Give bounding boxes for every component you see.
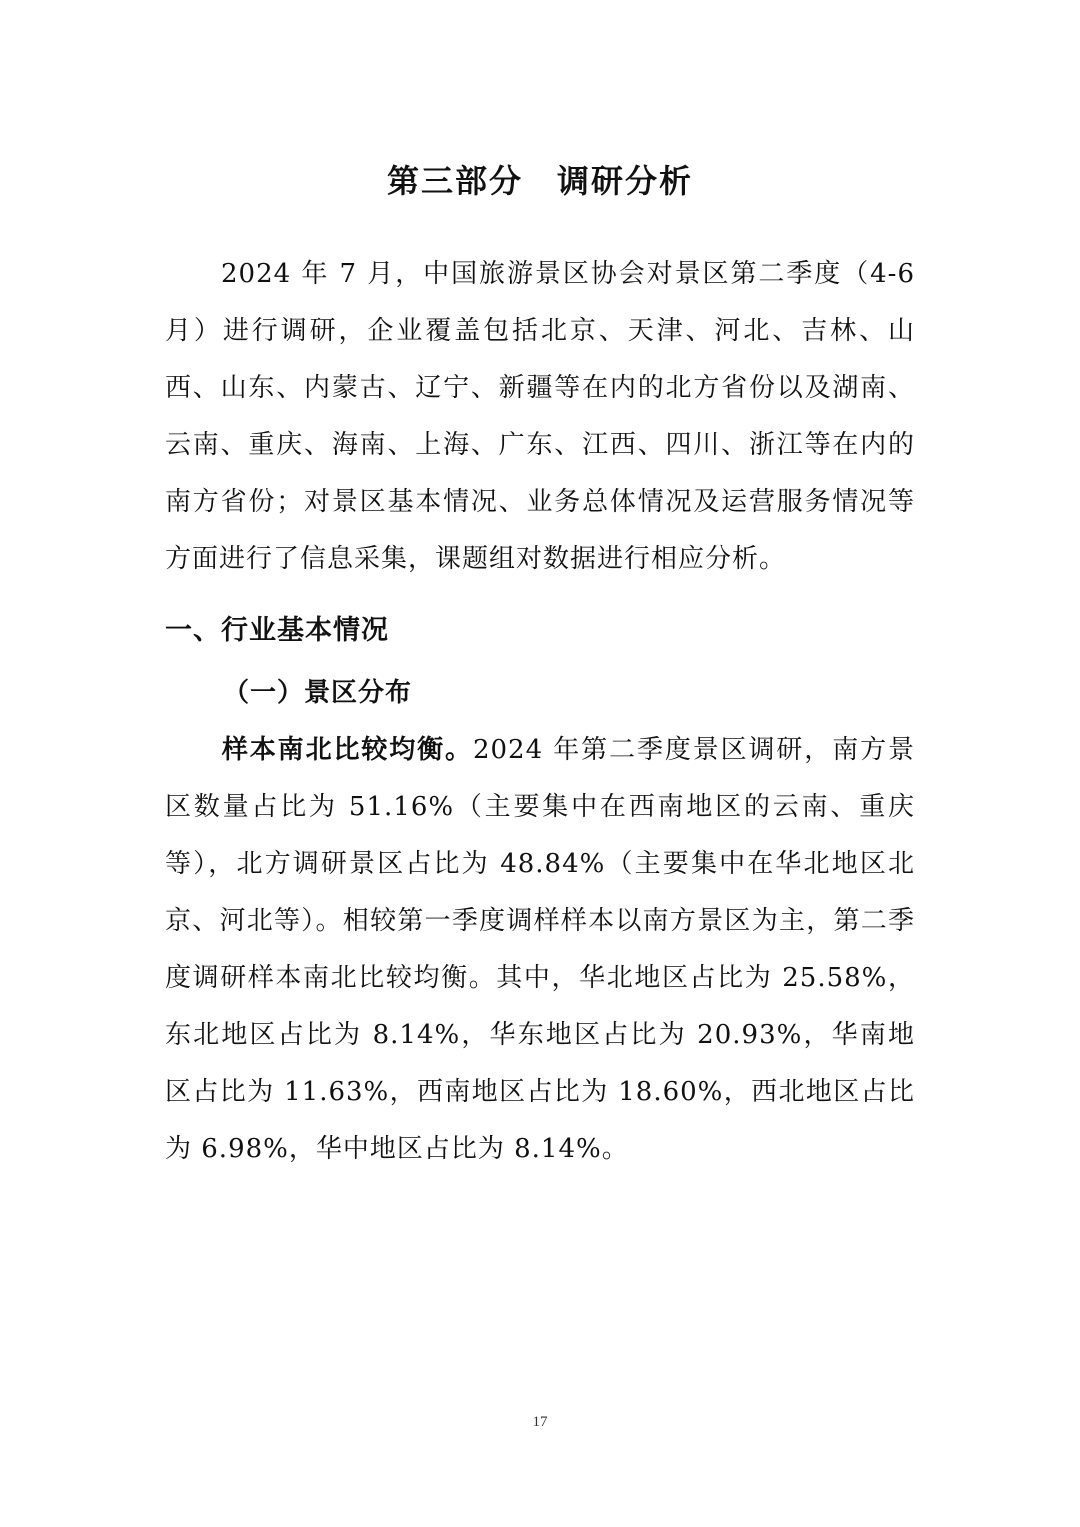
distribution-paragraph-text: 2024 年第二季度景区调研，南方景区数量占比为 51.16%（主要集中在西南地区的云南、重庆等），北方调研景区占比为 48.84%（主要集中在华北地区北京、河北等）。相较第一季度调样样本以南方景区为主，第二季度调研样本南北比较均衡。其中，华北地区占比为 25.58%，东北地区占比为 8.14%，华东地区占比为 20.93%，华南地区占比为 11.63%，西南地区占比为 18.60%，西北地区占比为 6.98%，华中地区占比为 8.14%。 [165,735,915,1164]
subsection-heading: （一）景区分布 [223,678,413,708]
distribution-paragraph [165,722,915,1178]
page-number: 17 [532,1414,548,1430]
intro-paragraph-text: 2024 年 7 月，中国旅游景区协会对景区第二季度（4-6 月）进行调研，企业覆盖包括北京、天津、河北、吉林、山西、山东、内蒙古、辽宁、新疆等在内的北方省份以及湖南、云南、重庆、海南、上海、广东、江西、四川、浙江等在内的南方省份；对景区基本情况、业务总体情况及运营服务情况等方面进行了信息采集，课题组对数据进行相应分析。 [165,259,915,574]
page-title [0,151,1080,211]
distribution-paragraph-lead: 样本南北比较均衡。 [221,735,473,765]
section-heading: 一、行业基本情况 [165,615,389,646]
intro-paragraph [165,246,915,588]
page-title-name: 调研分析 [557,162,694,201]
page-title-part: 第三部分 [386,162,523,201]
